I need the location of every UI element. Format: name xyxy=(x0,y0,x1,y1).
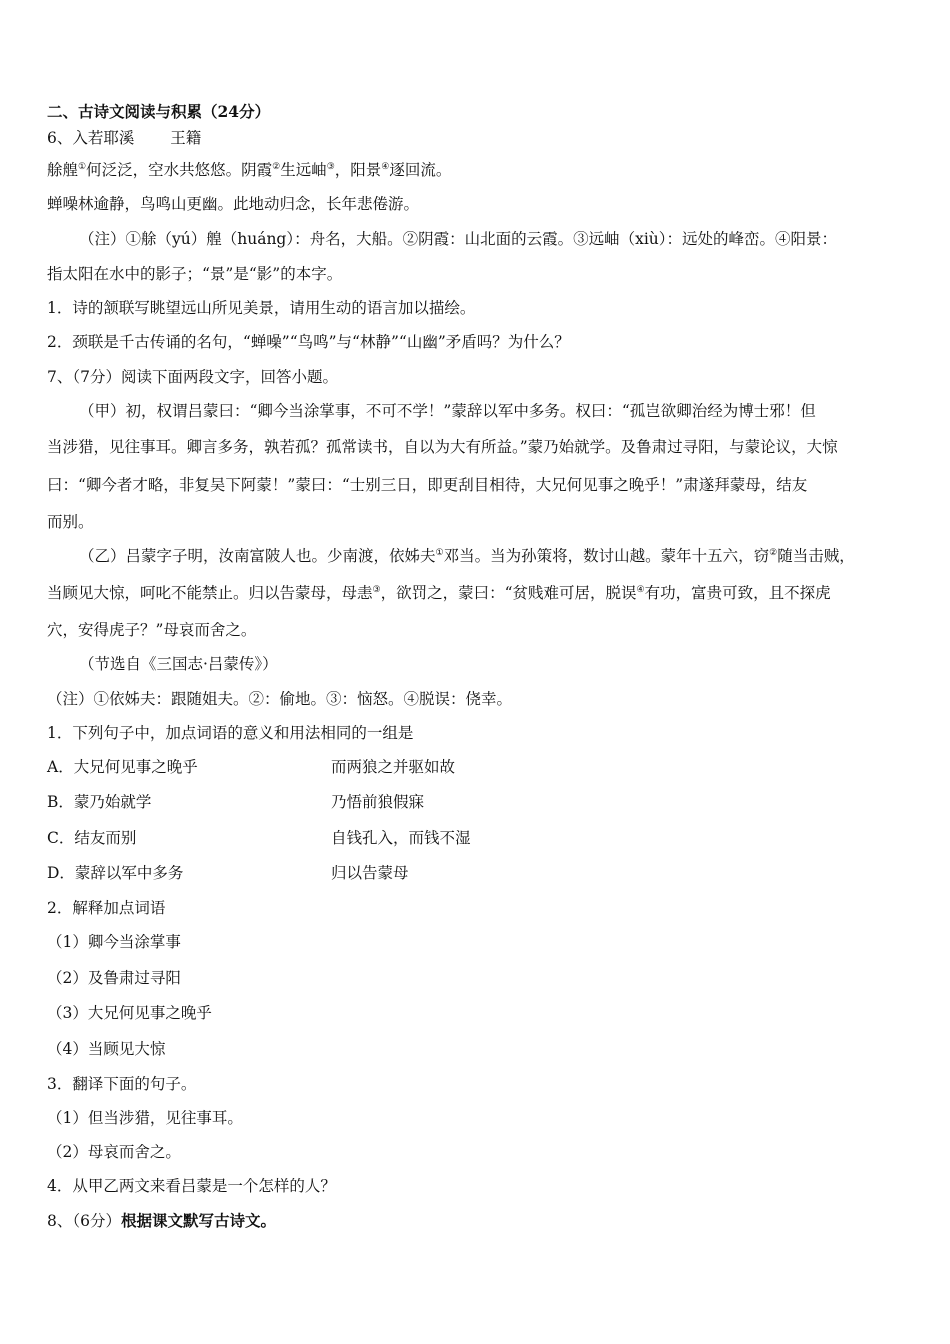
footnote-mark: ④ xyxy=(381,161,390,172)
footnote-mark: ③ xyxy=(326,161,335,172)
option-left: B．蒙乃始就学 xyxy=(47,793,152,811)
passage-yi-line-1 xyxy=(79,546,855,566)
footnote-mark: ③ xyxy=(372,584,381,595)
option-left: A．大兄何见事之晚乎 xyxy=(47,758,198,776)
passage-text: 有功，富贵可致，且不探虎 xyxy=(644,584,831,602)
q7-sub2-item-3: （3）大兄何见事之晚乎 xyxy=(47,1004,212,1022)
option-right: 自钱孔入，而钱不湿 xyxy=(331,829,471,847)
passage-text: （乙）吕蒙字子明，汝南富陂人也。少南渡，依姊夫 xyxy=(79,547,436,565)
passage-jia-line-2: 当涉猎，见往事耳。卿言多务，孰若孤？孤常读书，自以为大有所益。”蒙乃始就学。及鲁肃过寻阳，与蒙论议，大惊 xyxy=(47,438,838,456)
option-right: 而两狼之并驱如故 xyxy=(331,758,456,776)
option-d xyxy=(47,863,409,883)
q7-note: （注）①依姊夫：跟随姐夫。②：偷地。③：恼怒。④脱误：侥幸。 xyxy=(47,690,513,708)
passage-source: （节选自《三国志·吕蒙传》） xyxy=(79,655,278,673)
option-left: C．结友而别 xyxy=(47,829,137,847)
passage-yi-line-2 xyxy=(47,583,831,603)
option-b xyxy=(47,792,425,812)
q8-header xyxy=(47,1211,276,1231)
q7-sub2-item-2: （2）及鲁肃过寻阳 xyxy=(47,969,181,987)
q7-sub2-stem: 2．解释加点词语 xyxy=(47,899,166,917)
footnote-mark: ② xyxy=(272,161,281,172)
poem-text: 生远岫 xyxy=(280,161,327,179)
q7-sub1-stem: 1．下列句子中，加点词语的意义和用法相同的一组是 xyxy=(47,724,414,742)
poem-text: ，阳景 xyxy=(334,161,382,179)
poem-text: 逐回流。 xyxy=(389,161,452,179)
footnote-mark: ① xyxy=(435,547,444,558)
q7-header: 7、（7分）阅读下面两段文字，回答小题。 xyxy=(47,368,338,386)
poem-text: 何泛泛，空水共悠悠。阴霞 xyxy=(86,161,273,179)
option-left: D．蒙辞以军中多务 xyxy=(47,864,184,882)
passage-yi-line-3: 穴，安得虎子？”母哀而舍之。 xyxy=(47,621,257,639)
q7-sub2-item-4: （4）当顾见大惊 xyxy=(47,1040,166,1058)
passage-jia-line-3: 曰：“卿今者才略，非复吴下阿蒙！”蒙曰：“士别三日，即更刮目相待，大兄何见事之晚乎！”肃遂拜蒙母，结友 xyxy=(47,476,808,494)
option-right: 乃悟前狼假寐 xyxy=(331,793,425,811)
poem-line-1 xyxy=(47,160,451,180)
passage-text: ，欲罚之，蒙曰：“贫贱难可居，脱误 xyxy=(380,584,637,602)
passage-text: 邓当。当为孙策将，数讨山越。蒙年十五六，窃 xyxy=(443,547,770,565)
section-title: 二、古诗文阅读与积累（24分） xyxy=(47,102,271,121)
option-c xyxy=(47,828,471,848)
q6-note-line-1: （注）①艅（yú）艎（huáng）：舟名，大船。②阴霞：山北面的云霞。③远岫（xiù）：远处的峰峦。④阳景： xyxy=(79,230,838,248)
q7-sub3-stem: 3．翻译下面的句子。 xyxy=(47,1075,197,1093)
q6-question-2: 2．颈联是千古传诵的名句，“蝉噪”“鸟鸣”与“林静”“山幽”矛盾吗？为什么？ xyxy=(47,333,570,351)
footnote-mark: ② xyxy=(769,547,778,558)
option-a xyxy=(47,757,456,777)
option-right: 归以告蒙母 xyxy=(331,864,409,882)
passage-jia-line-1: （甲）初，权谓吕蒙曰：“卿今当涂掌事，不可不学！”蒙辞以军中多务。权曰：“孤岂欲卿治经为博士邪！但 xyxy=(79,402,816,420)
poem-text: 艅艎 xyxy=(47,161,79,179)
q7-sub3-item-1: （1）但当涉猎，见往事耳。 xyxy=(47,1109,243,1127)
poem-line-2: 蝉噪林逾静，鸟鸣山更幽。此地动归念，长年悲倦游。 xyxy=(47,195,420,213)
q6-note-line-2: 指太阳在水中的影子；“景”是“影”的本字。 xyxy=(47,265,343,283)
q8-title: 根据课文默写古诗文。 xyxy=(120,1211,276,1230)
footnote-mark: ④ xyxy=(636,584,645,595)
passage-text: 当顾见大惊，呵叱不能禁止。归以告蒙母，母恚 xyxy=(47,584,373,602)
footnote-mark: ① xyxy=(78,161,87,172)
passage-jia-line-4: 而别。 xyxy=(47,513,94,531)
q7-sub4: 4．从甲乙两文来看吕蒙是一个怎样的人？ xyxy=(47,1177,336,1195)
q6-question-1: 1．诗的颔联写眺望远山所见美景，请用生动的语言加以描绘。 xyxy=(47,299,476,317)
q7-sub3-item-2: （2）母哀而舍之。 xyxy=(47,1143,181,1161)
q6-header: 6、入若耶溪 王籍 xyxy=(47,129,202,147)
q7-sub2-item-1: （1）卿今当涂掌事 xyxy=(47,933,181,951)
q8-prefix: 8、（6分） xyxy=(47,1212,121,1230)
passage-text: 随当击贼， xyxy=(777,547,855,565)
